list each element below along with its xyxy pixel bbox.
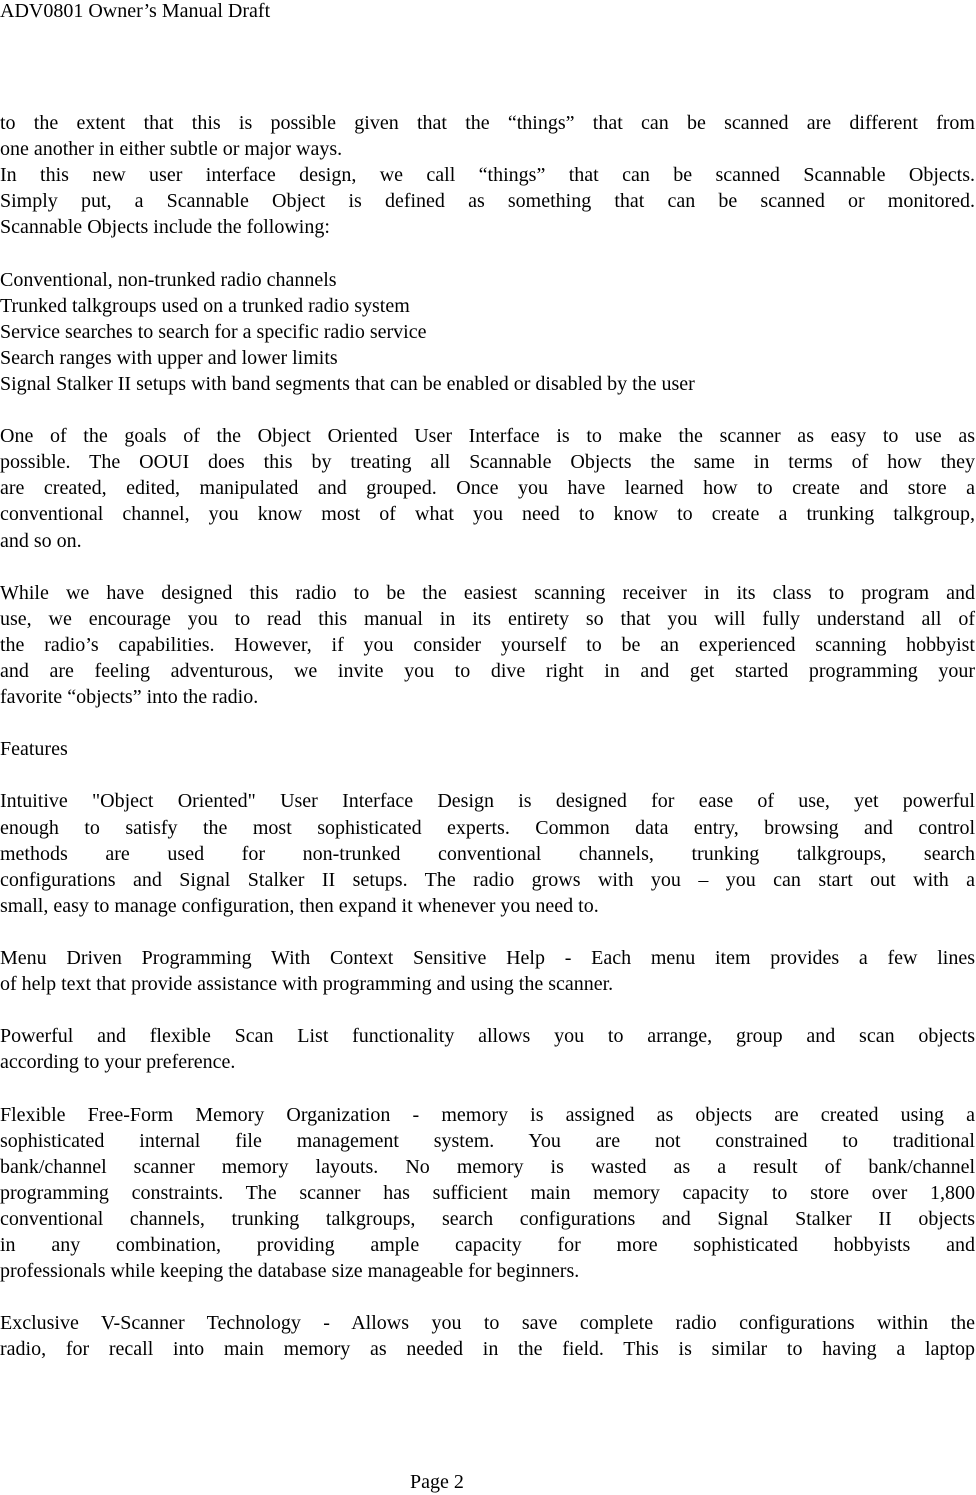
list-item: Signal Stalker II setups with band segments that can be enabled or disabled by the user bbox=[0, 372, 695, 395]
paragraph-spacer bbox=[0, 554, 975, 580]
text-line: in any combination, providing ample capacity for more sophisticated hobbyists and bbox=[0, 1234, 975, 1257]
encouragement-paragraph bbox=[0, 580, 975, 710]
scannable-objects-paragraph bbox=[0, 162, 975, 240]
text-line: Menu Driven Programming With Context Sensitive Help - Each menu item provides a few lines bbox=[0, 947, 975, 969]
paragraph-spacer bbox=[0, 919, 975, 945]
text-line: One of the goals of the Object Oriented User Interface is to make the scanner as easy to use as bbox=[0, 425, 975, 448]
text-line: and so on. bbox=[0, 529, 82, 552]
paragraph-spacer bbox=[0, 397, 975, 423]
text-line: Exclusive V-Scanner Technology - Allows you to save complete radio configurations within the bbox=[0, 1312, 975, 1335]
text-line: are created, edited, manipulated and grouped. Once you have learned how to create and store a bbox=[0, 477, 975, 500]
feature-v-scanner bbox=[0, 1310, 975, 1362]
text-line: While we have designed this radio to be the easiest scanning receiver in its class to program and bbox=[0, 581, 975, 604]
feature-memory bbox=[0, 1102, 975, 1285]
text-line: the radio’s capabilities. However, if you consider yourself to be an experienced scanning hobbyist bbox=[0, 633, 975, 656]
features-heading bbox=[0, 736, 975, 762]
text-line: programming constraints. The scanner has sufficient main memory capacity to store over 1,800 bbox=[0, 1181, 975, 1204]
text-line: methods are used for non-trunked conventional channels, trunking talkgroups, search bbox=[0, 842, 975, 865]
text-line: enough to satisfy the most sophisticated experts. Common data entry, browsing and control bbox=[0, 816, 975, 839]
paragraph-spacer bbox=[0, 997, 975, 1023]
text-line: one another in either subtle or major ways. bbox=[0, 138, 343, 161]
running-header: ADV0801 Owner’s Manual Draft bbox=[0, 0, 271, 22]
paragraph-spacer bbox=[0, 710, 975, 736]
feature-ooui bbox=[0, 788, 975, 918]
text-line: professionals while keeping the database size manageable for beginners. bbox=[0, 1260, 580, 1283]
list-item: Service searches to search for a specific radio service bbox=[0, 320, 427, 343]
ooui-paragraph bbox=[0, 423, 975, 553]
text-line: radio, for recall into main memory as needed in the field. This is similar to having a laptop bbox=[0, 1338, 975, 1361]
text-line: Flexible Free-Form Memory Organization - memory is assigned as objects are created using a bbox=[0, 1103, 975, 1126]
text-line: Scannable Objects include the following: bbox=[0, 216, 330, 239]
text-line: In this new user interface design, we call “things” that can be scanned Scannable Objects. bbox=[0, 164, 975, 187]
document-body bbox=[0, 110, 975, 1363]
text-line: configurations and Signal Stalker II setups. The radio grows with you – you can start out with a bbox=[0, 868, 975, 891]
paragraph-spacer bbox=[0, 1075, 975, 1101]
list-item: Search ranges with upper and lower limits bbox=[0, 346, 338, 369]
intro-paragraph bbox=[0, 110, 975, 162]
list-item: Trunked talkgroups used on a trunked radio system bbox=[0, 294, 410, 317]
list-item: Conventional, non-trunked radio channels bbox=[0, 268, 337, 291]
text-line: conventional channels, trunking talkgroups, search configurations and Signal Stalker II objects bbox=[0, 1207, 975, 1230]
paragraph-spacer bbox=[0, 240, 975, 266]
text-line: conventional channel, you know most of what you need to know to create a trunking talkgroup, bbox=[0, 503, 975, 526]
paragraph-spacer bbox=[0, 762, 975, 788]
feature-menu-driven bbox=[0, 945, 975, 997]
feature-scan-list bbox=[0, 1023, 975, 1075]
text-line: Intuitive "Object Oriented" User Interface Design is designed for ease of use, yet powerful bbox=[0, 790, 975, 813]
scannable-objects-list bbox=[0, 267, 975, 397]
text-line: Powerful and flexible Scan List functionality allows you to arrange, group and scan objects bbox=[0, 1025, 975, 1048]
text-line: favorite “objects” into the radio. bbox=[0, 686, 259, 709]
text-line: use, we encourage you to read this manual in its entirety so that you will fully understand all of bbox=[0, 607, 975, 630]
text-line: small, easy to manage configuration, then expand it whenever you need to. bbox=[0, 894, 599, 917]
paragraph-spacer bbox=[0, 1284, 975, 1310]
text-line: sophisticated internal file management system. You are not constrained to traditional bbox=[0, 1129, 975, 1152]
text-line: and are feeling adventurous, we invite you to dive right in and get started programming your bbox=[0, 659, 975, 682]
list-item: Features bbox=[0, 738, 68, 761]
text-line: to the extent that this is possible given that the “things” that can be scanned are different from bbox=[0, 112, 975, 134]
text-line: possible. The OOUI does this by treating all Scannable Objects the same in terms of how they bbox=[0, 451, 975, 474]
page-number: Page 2 bbox=[410, 1471, 464, 1493]
text-line: according to your preference. bbox=[0, 1051, 236, 1074]
text-line: Simply put, a Scannable Object is defined as something that can be scanned or monitored. bbox=[0, 190, 975, 213]
text-line: of help text that provide assistance with programming and using the scanner. bbox=[0, 973, 614, 996]
text-line: bank/channel scanner memory layouts. No memory is wasted as a result of bank/channel bbox=[0, 1155, 975, 1178]
